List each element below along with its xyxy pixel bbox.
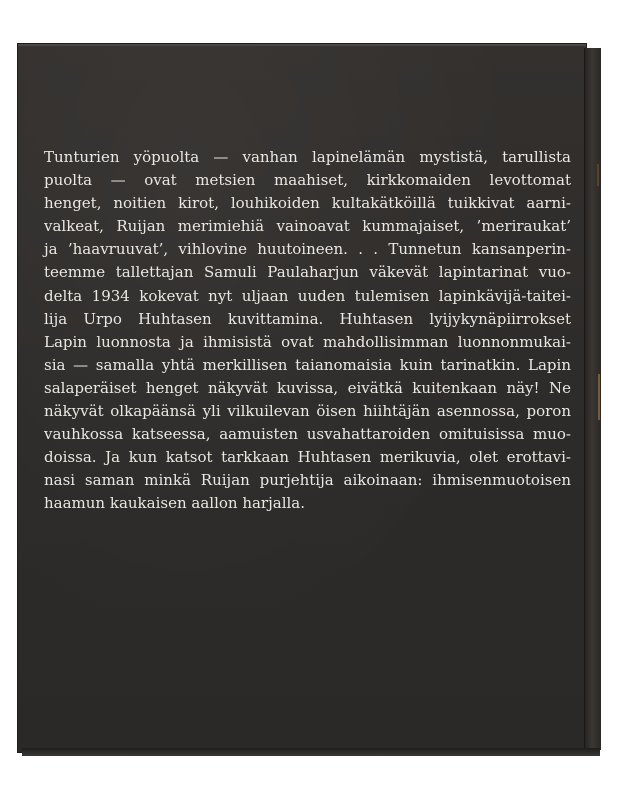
blurb-line: valkeat, Ruijan merimiehiä vainoavat kummajaiset, ’meriraukat’	[44, 217, 571, 236]
spine-mark	[598, 374, 600, 420]
blurb-text	[44, 146, 571, 516]
spine-mark	[597, 164, 599, 186]
blurb-line: delta 1934 kokevat nyt uljaan uuden tulemisen lapinkävijä-taitei-	[44, 286, 571, 305]
blurb-line: doissa. Ja kun katsot tarkkaan Huhtasen merikuvia, olet erottavi-	[44, 448, 571, 467]
cover-panel	[18, 44, 586, 752]
blurb-line: teemme tallettajan Samuli Paulaharjun väkevät lapintarinat vuo-	[44, 263, 571, 282]
blurb-line: Tunturien yöpuolta — vanhan lapinelämän mystistä, tarullista	[44, 148, 571, 166]
blurb-line: ja ’haavruuvat’, vihlovine huutoineen. . . Tunnetun kansanperin-	[44, 240, 571, 259]
blurb-line: sia — samalla yhtä merkillisen taianomaisia kuin tarinatkin. Lapin	[44, 355, 571, 374]
blurb-line: lija Urpo Huhtasen kuvittamina. Huhtasen lyijykynäpiirrokset	[44, 309, 571, 328]
blurb-line: näkyvät olkapäänsä yli vilkuilevan öisen hiihtäjän asennossa, poron	[44, 402, 571, 421]
book-bottom-edge	[22, 748, 600, 756]
blurb-line: salaperäiset henget näkyvät kuvissa, eivätkä kuitenkaan näy! Ne	[44, 378, 571, 397]
blurb-line: haamun kaukaisen aallon harjalla.	[44, 494, 305, 513]
book-back-cover	[18, 44, 600, 756]
blurb-line: nasi saman minkä Ruijan purjehtija aikoinaan: ihmisenmuotoisen	[44, 471, 571, 490]
blurb-line: henget, noitien kirot, louhikoiden kultakätköillä tuikkivat aarni-	[44, 194, 571, 213]
blurb-line: puolta — ovat metsien maahiset, kirkkomaiden levottomat	[44, 171, 571, 190]
blurb-line: Lapin luonnosta ja ihmisistä ovat mahdollisimman luonnonmukai-	[44, 332, 571, 351]
blurb-line: vauhkossa katseessa, aamuisten usvahattaroiden omituisissa muo-	[44, 425, 571, 444]
